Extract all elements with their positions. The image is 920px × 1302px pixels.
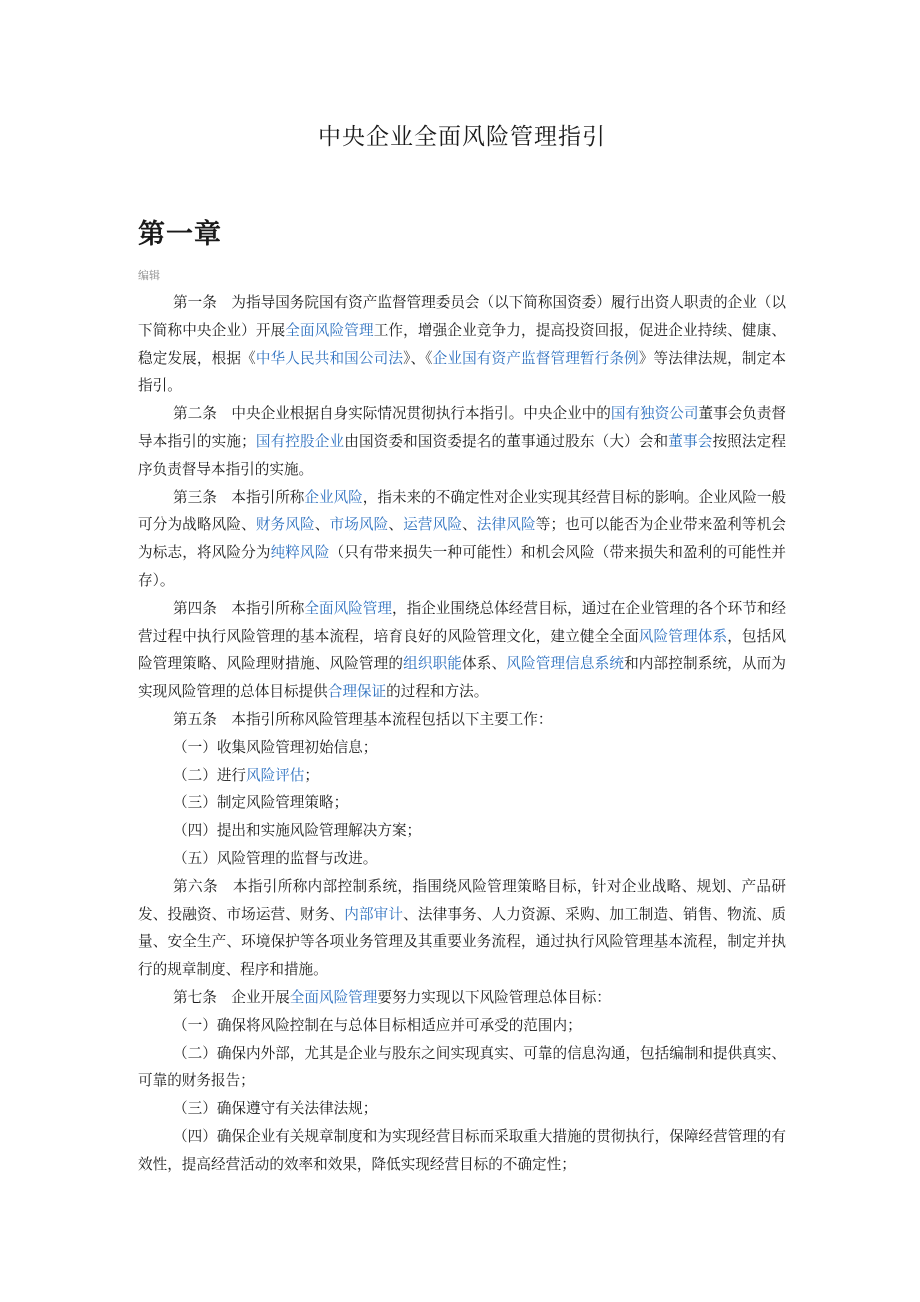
paragraph: [138, 817, 786, 845]
document-body: [138, 289, 786, 1179]
term-link[interactable]: 内部审计: [344, 905, 404, 923]
text-run: 体系、: [462, 655, 507, 673]
paragraph: [138, 984, 786, 1012]
paragraph: [138, 595, 786, 706]
term-link[interactable]: 企业风险: [304, 488, 363, 506]
text-run: ，指企业围绕总体经营目标，通过在企业管理的各个环节和经营过程中执行风险管理的基本流程，培育良好的风险管理文化，建立健全全面: [138, 599, 787, 645]
text-run: ；: [304, 766, 320, 784]
term-link[interactable]: 国有独资公司: [610, 405, 699, 423]
paragraph: [138, 1012, 786, 1040]
paragraph: [138, 734, 786, 762]
text-run: 第一条 为指导国务院国有资产监督管理委员会（以下简称国资委）履行出资人职责的企业（以下简称中央企业）开展: [138, 294, 786, 339]
term-link[interactable]: 市场风险: [329, 516, 389, 534]
text-run: （只有带来损失一种可能性）和机会风险（带来损失和盈利的可能性并存）。: [138, 544, 786, 589]
text-run: 的过程和方法。: [386, 683, 489, 701]
term-link[interactable]: 董事会: [668, 432, 713, 450]
term-link[interactable]: 全面风险管理: [285, 321, 374, 339]
text-run: 》、《: [403, 349, 433, 367]
text-run: 要努力实现以下风险管理总体目标：: [377, 988, 611, 1006]
text-run: （三）制定风险管理策略；: [173, 794, 349, 812]
paragraph: [138, 762, 786, 790]
text-run: ，包括风险管理策略、风险理财措施、风险管理的: [138, 627, 786, 673]
text-run: （一）确保将风险控制在与总体目标相适应并可承受的范围内；: [173, 1016, 582, 1034]
text-run: 、: [314, 516, 330, 534]
text-run: 第四条 本指引所称: [173, 599, 305, 617]
term-link[interactable]: 合理保证: [327, 683, 387, 701]
chapter-heading: 第一章: [138, 219, 222, 250]
text-run: 和内部控制系统，从而为实现风险管理的总体目标提供: [138, 655, 786, 701]
text-run: （三）确保遵守有关法律法规；: [173, 1100, 378, 1118]
term-link[interactable]: 纯粹风险: [270, 544, 330, 562]
text-run: 由国资委和国资委提名的董事通过股东（大）会和: [344, 432, 669, 450]
text-run: 第七条 企业开展: [173, 988, 290, 1006]
term-link[interactable]: 全面风险管理: [289, 988, 378, 1006]
text-run: 第三条 本指引所称: [173, 488, 305, 506]
text-run: 、: [462, 516, 477, 534]
text-run: 工作，增强企业竞争力，提高投资回报，促进企业持续、健康、稳定发展，根据《: [138, 321, 786, 367]
text-run: 第二条 中央企业根据自身实际情况贯彻执行本指引。中央企业中的: [173, 405, 611, 423]
paragraph: [138, 845, 786, 873]
text-run: 按照法定程序负责督导本指引的实施。: [138, 432, 786, 478]
text-run: 、: [388, 516, 404, 534]
paragraph: [138, 1123, 786, 1179]
term-link[interactable]: 财务风险: [255, 516, 315, 534]
paragraph: [138, 400, 786, 483]
paragraph: [138, 873, 786, 984]
text-run: （四）提出和实施风险管理解决方案；: [173, 822, 422, 840]
paragraph: [138, 289, 786, 400]
text-run: 、法律事务、人力资源、采购、加工制造、销售、物流、质量、安全生产、环境保护等各项业务管理及其重要业务流程，通过执行风险管理基本流程，制定并执行的规章制度、程序和措施。: [138, 905, 786, 979]
text-run: （二）进行: [173, 766, 247, 784]
term-link[interactable]: 风险评估: [246, 766, 305, 784]
paragraph: [138, 1040, 786, 1096]
term-link[interactable]: 国有控股企业: [255, 432, 345, 450]
term-link[interactable]: 法律风险: [476, 516, 536, 534]
text-run: 第六条 本指引所称内部控制系统，指围绕风险管理策略目标，针对企业战略、规划、产品研发、投融资、市场运营、财务、: [138, 877, 786, 923]
text-run: ，指未来的不确定性对企业实现其经营目标的影响。企业风险一般可分为战略风险、: [138, 488, 787, 534]
paragraph: [138, 706, 786, 734]
text-run: （四）确保企业有关规章制度和为实现经营目标而采取重大措施的贯彻执行，保障经营管理的有效性，提高经营活动的效率和效果，降低实现经营目标的不确定性；: [138, 1127, 786, 1173]
paragraph: [138, 1095, 786, 1123]
term-link[interactable]: 风险管理信息系统: [506, 655, 625, 673]
text-run: 董事会负责督导本指引的实施；: [138, 405, 787, 450]
text-run: （五）风险管理的监督与改进。: [173, 849, 378, 867]
text-run: 等；也可以能否为企业带来盈利等机会为标志，将风险分为: [138, 516, 786, 562]
paragraph: [138, 484, 786, 595]
text-run: 》等法律法规，制定本指引。: [138, 349, 786, 395]
term-link[interactable]: 中华人民共和国公司法: [255, 349, 404, 367]
paragraph: [138, 789, 786, 817]
text-run: （一）收集风险管理初始信息；: [173, 738, 378, 756]
text-run: （二）确保内外部，尤其是企业与股东之间实现真实、可靠的信息沟通，包括编制和提供真实、可靠的财务报告；: [138, 1044, 786, 1090]
term-link[interactable]: 企业国有资产监督管理暂行条例: [432, 349, 639, 367]
term-link[interactable]: 运营风险: [403, 516, 463, 534]
edit-link[interactable]: 编辑: [138, 269, 160, 282]
document-title: 中央企业全面风险管理指引: [318, 124, 606, 150]
term-link[interactable]: 风险管理体系: [638, 627, 728, 645]
text-run: 第五条 本指引所称风险管理基本流程包括以下主要工作：: [173, 710, 553, 728]
term-link[interactable]: 组织职能: [403, 655, 463, 673]
term-link[interactable]: 全面风险管理: [304, 599, 392, 617]
